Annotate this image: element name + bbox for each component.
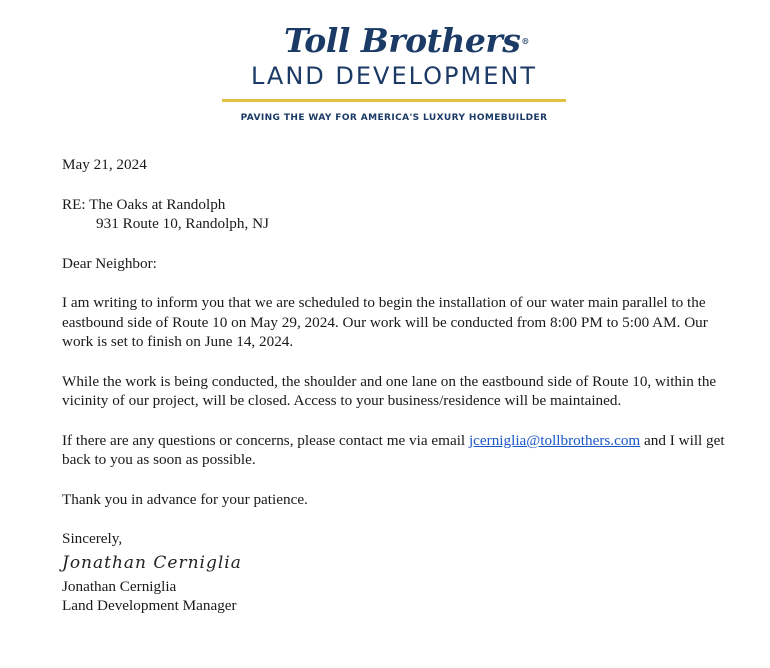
email-link[interactable]: jcerniglia@tollbrothers.com (468, 431, 641, 449)
signer-name: Jonathan Cerniglia (62, 577, 177, 595)
salutation: Dear Neighbor: (62, 254, 157, 272)
letter-date: May 21, 2024 (62, 156, 147, 173)
re-line: RE: The Oaks at Randolph (62, 195, 226, 213)
division-name: LAND DEVELOPMENT (251, 62, 537, 90)
brand-name: Toll Brothers (284, 21, 521, 60)
brand-logo (284, 21, 529, 60)
paragraph-schedule: I am writing to inform you that we are scheduled to begin the installation of our water main parallel to the eastbound side of Route 10 on May 29, 2024. Our work will be conducted from 8:00 PM to 5:00 AM. Our work is set to finish on June 14, 2024. (62, 294, 708, 350)
contact-text-before: If there are any questions or concerns, please contact me via email (62, 431, 469, 449)
paragraph-contact (62, 431, 742, 470)
re-address: 931 Route 10, Randolph, NJ (96, 215, 269, 232)
handwritten-signature: Jonathan Cerniglia (62, 552, 242, 573)
signer-title: Land Development Manager (62, 597, 237, 614)
thank-you-line: Thank you in advance for your patience. (62, 490, 308, 508)
closing: Sincerely, (62, 530, 123, 547)
contact-text-after: and I will get back to you as soon as possible. (62, 431, 725, 468)
tagline: PAVING THE WAY FOR AMERICA'S LUXURY HOMEBUILDER (240, 113, 548, 123)
gold-divider (222, 99, 566, 102)
registered-mark: ® (521, 36, 529, 46)
letter-body (62, 155, 742, 616)
re-block (62, 195, 742, 234)
paragraph-closure: While the work is being conducted, the shoulder and one lane on the eastbound side of Route 10, within the vicinity of our project, will be closed. Access to your business/residence will be maintained. (62, 372, 717, 409)
